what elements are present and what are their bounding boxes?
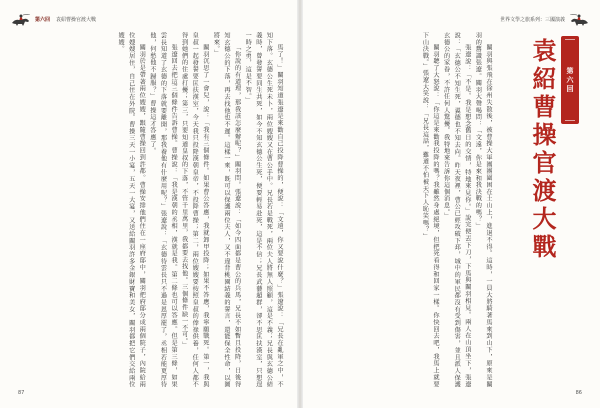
chapter-title: 袁紹曹操官渡大戰 [528, 38, 557, 262]
rider-on-horse-icon [10, 14, 32, 26]
paragraph: 關羽於是帶著兩位嫂嫂，跟隨曹操回到許都。曹操安排他們住在一座府邸中，關羽把府邸分成兩個院子，內院給兩位嫂嫂居住，自己住在外院。曹操三天一小宴，五天一大宴，又送給關羽許多金銀財寶和美女，關羽都把它們交給兩位嫂嫂。 [117, 32, 146, 388]
left-running-header [10, 14, 160, 26]
left-page-number: 87 [18, 390, 25, 396]
left-header-title: 袁紹曹操官渡大戰 [56, 17, 97, 23]
right-body-text [315, 32, 493, 388]
right-page-number: 86 [575, 390, 582, 396]
rider-on-horse-icon [568, 14, 590, 26]
paragraph: 關羽沉思了一會兒，說：「我有三個條件。如果曹公答應，我就卸甲投降；如果不答應，我寧願戰死。第一，我與皇叔一起發誓要匡扶漢室，今天我只投降漢朝皇帝，不投降曹操；第二，兩位嫂嫂要按照皇叔的俸祿供養，任何人都不得到她們的住處打擾；第三，只要知道皇叔的下落，不管千里萬里，我都要去找他。三個條件缺一不可。」 [180, 32, 209, 388]
paragraph: 關羽聽了大怒說：「你這是來勸我投降的嗎？我雖然身處絕境，但把死看得和回家一樣。你快回去吧，我馬上就要下山決戰。」張遼大笑說：「兄長這話，難道不怕被天下人恥笑嗎？」 [421, 32, 440, 388]
right-running-header [440, 14, 590, 26]
chapter-heading [511, 36, 589, 276]
right-header-series: 世界文學之旅系列：三國演義 [499, 17, 565, 23]
paragraph: 馬了！」關羽知道張遼是來勸自己投降曹操的，便說：「文遠，你又要說什麼？」張遼說：「兄長在亂軍之中，不知下落。玄德公生死未卜，兩位嫂嫂又在曹公手中。兄長若是戰死，兩位夫人將無人照顧，這是不義；兄長與玄德公結義時，曾發誓要同生共死，如今不知玄德公生死，便要輕易赴死，這是不信；兄長武藝超群，卻不思匡扶漢室，只想逞一時之勇，這是不智。」 [244, 32, 283, 388]
paragraph: 「你說的有道理，那我該怎麼辦呢？」關羽問。張遼說：「如今四面都是曹公的兵馬，兄長不如暫且投降，日後得知玄德公的下落，再去找他也不遲。這樣一來，既可以保護兩位夫人，又不違背桃園結義的誓言，還能保全性命，以圖將來。」 [212, 32, 241, 388]
left-body-text [22, 32, 284, 388]
left-header-chapter: 第六回 [35, 17, 51, 23]
paragraph: 張遼說：「不是。我是想念舊日的交情，特地來見你。」說完便丟下刀，下馬與關羽相見。兩人在山頂坐下，張遼說：「玄德公不知生死，翼德也不知去向。昨天夜裡，曹公已經攻破下邳，城中的軍民都沒有受到傷害，並且派人保護玄德公的家眷，不許任何人驚擾。我特地來告訴你這個消息。」 [442, 32, 471, 388]
paragraph: 關羽與張飛在徐州失散後，被曹操大軍團團圍困在土山上，進退不得。這時，一員大將騎著馬來到山下，原來是關羽的舊識張遼。關羽大聲喝問：「文遠，你是來和我決戰的嗎？」 [474, 32, 492, 388]
left-page [0, 0, 299, 408]
right-page [301, 0, 600, 408]
chapter-number-badge: 第六回 [561, 36, 579, 124]
paragraph: 張遼回去把這三個條件告訴曹操。曹操說：「我是漢朝的丞相，漢就是我。第二條也可以答應。但是第三條，如果雲長知道了玄德的下落就要離開，那我養他有什麼用呢？」張遼說：「玄德待雲長只不過是恩厚罷了，丞相若能更厚待他，何愁他不歸服？」曹操這才答應了。 [148, 32, 178, 388]
